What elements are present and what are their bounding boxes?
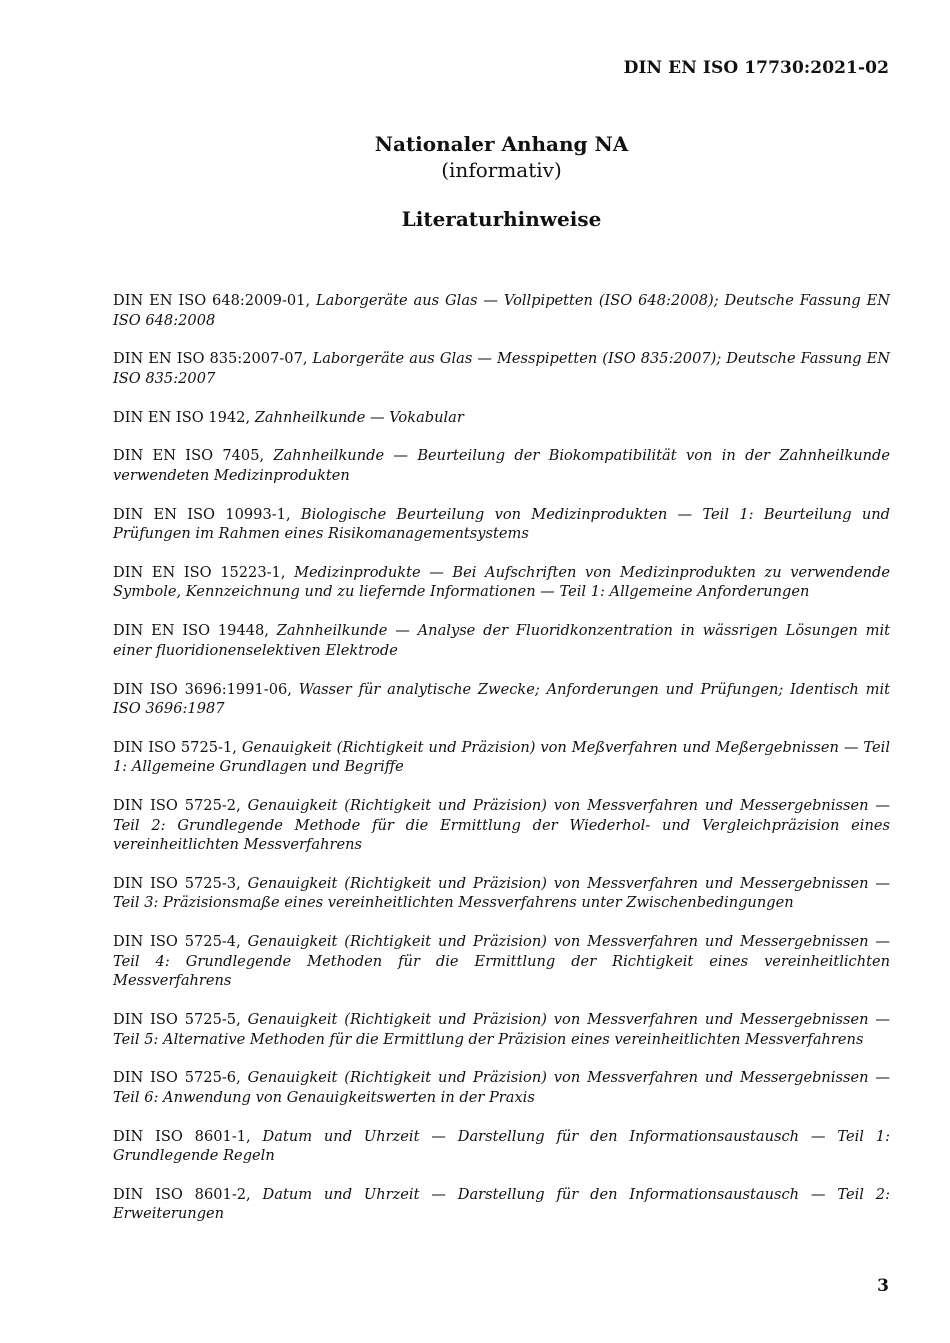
reference-title: Wasser für analytische Zwecke; Anforderungen und Prüfungen; Identisch mit ISO 3696:1987 bbox=[113, 680, 891, 718]
reference-code: DIN ISO 5725-2, bbox=[113, 797, 248, 815]
reference-title: Genauigkeit (Richtigkeit und Präzision) von Messverfahren und Messergebnissen — Teil 5: Alternative Methoden für die Ermittlung der Präzision eines vereinheitlichten Messverfahrens bbox=[113, 1011, 890, 1048]
reference-code: DIN EN ISO 648:2009-01, bbox=[113, 292, 316, 309]
reference-code: DIN EN ISO 1942, bbox=[113, 408, 255, 426]
reference-title: Biologische Beurteilung von Medizinprodukten — Teil 1: Beurteilung und Prüfungen im Rahmen eines Risikomanagementsystems bbox=[113, 505, 890, 543]
reference-item bbox=[113, 291, 890, 330]
reference-title: Datum und Uhrzeit — Darstellung für den Informationsaustausch — Teil 1: Grundlegende Regeln bbox=[113, 1127, 890, 1165]
reference-title: Laborgeräte aus Glas — Messpipetten (ISO 835:2007); Deutsche Fassung EN ISO 835:2007 bbox=[113, 350, 891, 387]
reference-item bbox=[113, 1010, 890, 1049]
reference-code: DIN EN ISO 835:2007-07, bbox=[113, 350, 313, 368]
reference-item bbox=[113, 446, 890, 485]
reference-title: Genauigkeit (Richtigkeit und Präzision) von Meßverfahren und Meßergebnissen — Teil 1: Allgemeine Grundlagen und Begriffe bbox=[113, 738, 890, 776]
reference-title: Genauigkeit (Richtigkeit und Präzision) von Messverfahren und Messergebnissen — Teil 3: Präzisionsmaße eines vereinheitlichten Messverfahrens unter Zwischenbedingungen bbox=[113, 874, 890, 912]
reference-item bbox=[113, 796, 890, 855]
reference-title: Genauigkeit (Richtigkeit und Präzision) von Messverfahren und Messergebnissen — Teil 2: Grundlegende Methode für die Ermittlung der Wiederhol- und Vergleichpräzision eines vereinheitlichten Messverfahrens bbox=[113, 797, 890, 854]
reference-item bbox=[113, 1127, 890, 1166]
page-number: 3 bbox=[877, 1276, 889, 1296]
reference-item bbox=[113, 874, 890, 913]
reference-code: DIN ISO 8601-2, bbox=[113, 1185, 263, 1203]
section-title: Literaturhinweise bbox=[401, 207, 602, 231]
reference-title: Genauigkeit (Richtigkeit und Präzision) von Messverfahren und Messergebnissen — Teil 6: Anwendung von Genauigkeitswerten in der Praxis bbox=[113, 1069, 890, 1106]
reference-code: DIN EN ISO 7405, bbox=[113, 447, 274, 465]
reference-code: DIN ISO 5725-3, bbox=[113, 874, 248, 892]
reference-code: DIN EN ISO 15223-1, bbox=[113, 563, 295, 581]
reference-item bbox=[113, 680, 890, 719]
reference-code: DIN ISO 8601-1, bbox=[113, 1127, 263, 1145]
reference-item bbox=[113, 1068, 890, 1107]
reference-item bbox=[113, 621, 890, 660]
reference-item bbox=[113, 738, 890, 777]
reference-title: Datum und Uhrzeit — Darstellung für den Informationsaustausch — Teil 2: Erweiterungen bbox=[113, 1185, 890, 1223]
reference-title: Zahnheilkunde — Analyse der Fluoridkonzentration in wässrigen Lösungen mit einer fluoridionenselektiven Elektrode bbox=[113, 622, 890, 659]
reference-code: DIN ISO 3696:1991-06, bbox=[113, 680, 299, 698]
reference-item bbox=[113, 1185, 890, 1224]
reference-list bbox=[113, 291, 890, 1243]
reference-item bbox=[113, 349, 890, 388]
reference-code: DIN ISO 5725-1, bbox=[113, 738, 242, 756]
annex-title: Nationaler Anhang NA bbox=[374, 132, 629, 156]
annex-subtitle: (informativ) bbox=[441, 158, 562, 182]
reference-code: DIN EN ISO 10993-1, bbox=[113, 505, 301, 523]
reference-title: Medizinprodukte — Bei Aufschriften von Medizinprodukten zu verwendende Symbole, Kennzeichnung und zu liefernde Informationen — Teil 1: Allgemeine Anforderungen bbox=[113, 563, 890, 601]
reference-code: DIN ISO 5725-6, bbox=[113, 1069, 248, 1087]
reference-code: DIN ISO 5725-5, bbox=[113, 1011, 248, 1029]
reference-title: Laborgeräte aus Glas — Vollpipetten (ISO 648:2008); Deutsche Fassung EN ISO 648:2008 bbox=[113, 292, 890, 329]
reference-item bbox=[113, 563, 890, 602]
reference-title: Genauigkeit (Richtigkeit und Präzision) von Messverfahren und Messergebnissen — Teil 4: Grundlegende Methoden für die Ermittlung der Richtigkeit eines vereinheitlichten Messverfahrens bbox=[113, 933, 890, 990]
reference-title: Zahnheilkunde — Vokabular bbox=[254, 408, 464, 426]
reference-item bbox=[113, 408, 890, 428]
reference-code: DIN ISO 5725-4, bbox=[113, 933, 248, 951]
reference-item bbox=[113, 932, 890, 991]
reference-title: Zahnheilkunde — Beurteilung der Biokompatibilität von in der Zahnheilkunde verwendeten Medizinprodukten bbox=[113, 447, 890, 484]
reference-code: DIN EN ISO 19448, bbox=[113, 622, 277, 640]
annex-heading bbox=[0, 130, 950, 231]
reference-item bbox=[113, 505, 890, 544]
document-number: DIN EN ISO 17730:2021-02 bbox=[623, 58, 889, 78]
